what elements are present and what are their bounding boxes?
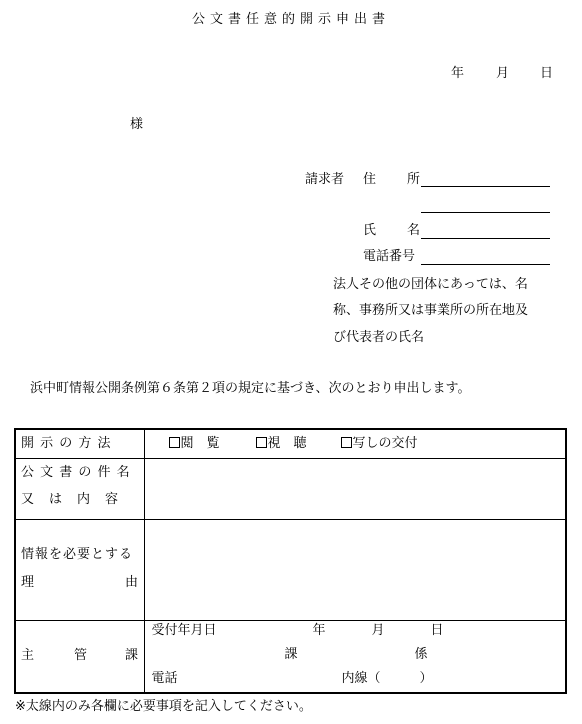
date-month: 月 <box>496 66 510 81</box>
page-title: 公文書任意的開示申出書 <box>191 12 390 27</box>
subject-label-cell <box>15 459 144 520</box>
intro-text: 浜中町情報公開条例第６条第２項の規定に基づき、次のとおり申出します。 <box>30 381 471 396</box>
address-line-2[interactable] <box>421 212 550 213</box>
address-label-1: 住 <box>363 172 377 187</box>
checkbox-icon[interactable] <box>256 437 267 448</box>
received-day: 日 <box>430 623 444 638</box>
reason-input-cell[interactable] <box>144 520 566 621</box>
requester-note-line-2: 称、事務所又は事業所の所在地及 <box>333 303 529 318</box>
received-date-label: 受付年月日 <box>151 623 217 638</box>
method-option-listen[interactable]: 視 聴 <box>256 436 307 452</box>
department-label-b: 管 <box>74 648 88 663</box>
phone-line[interactable] <box>421 264 550 265</box>
extension-label: 内線（ ） <box>341 671 433 686</box>
reason-label-2b: 由 <box>125 575 139 590</box>
section-label: 課 <box>284 647 298 662</box>
department-label-c: 課 <box>125 648 139 663</box>
checkbox-icon[interactable] <box>341 437 352 448</box>
method-label: 開 示 の 方 法 <box>21 436 112 451</box>
footnote: ※太線内のみ各欄に必要事項を記入してください。 <box>15 699 312 714</box>
department-row <box>15 621 566 694</box>
date-year: 年 <box>451 66 465 81</box>
requester-note-line-3: び代表者の氏名 <box>333 330 425 345</box>
subject-row <box>15 459 566 520</box>
reason-row <box>15 520 566 621</box>
checkbox-icon[interactable] <box>169 437 180 448</box>
received-month: 月 <box>371 623 385 638</box>
address-line-1[interactable] <box>421 186 550 187</box>
requester-label: 請求者 <box>305 172 345 187</box>
date-day: 日 <box>540 66 554 81</box>
address-label-2: 所 <box>407 172 421 187</box>
phone-label: 電話番号 <box>363 249 416 264</box>
department-label-cell <box>15 621 144 694</box>
method-row <box>15 429 566 459</box>
method-option-copy[interactable]: 写しの交付 <box>341 436 418 452</box>
method-options-cell <box>144 429 566 459</box>
subject-input-cell[interactable] <box>144 459 566 520</box>
subject-label-1: 公 文 書 の 件 名 <box>21 465 131 480</box>
reason-label-2a: 理 <box>21 575 35 590</box>
name-label-2: 名 <box>407 223 421 238</box>
reason-label-1: 情報を必要とする <box>21 547 134 562</box>
staff-label: 係 <box>414 647 428 662</box>
department-label-a: 主 <box>21 648 35 663</box>
requester-note-line-1: 法人その他の団体にあっては、名 <box>333 277 528 292</box>
department-info-cell <box>144 621 566 694</box>
request-form-table <box>14 428 567 694</box>
method-option-view[interactable]: 閲 覧 <box>169 436 220 452</box>
reason-label-cell <box>15 520 144 621</box>
name-line[interactable] <box>421 238 550 239</box>
addressee-suffix: 様 <box>130 117 144 132</box>
subject-label-2: 又 は 内 容 <box>21 492 120 507</box>
office-phone-label: 電話 <box>151 671 178 686</box>
received-year: 年 <box>312 623 326 638</box>
name-label-1: 氏 <box>363 223 377 238</box>
method-label-cell <box>15 429 144 459</box>
